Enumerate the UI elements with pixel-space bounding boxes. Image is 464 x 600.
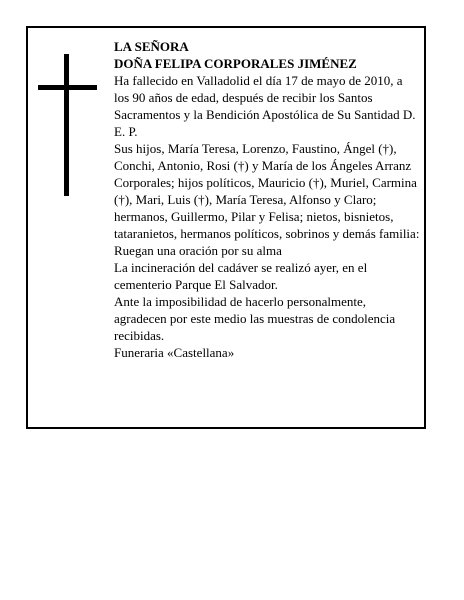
obituary-text-block: [114, 38, 420, 361]
family-list: Sus hijos, María Teresa, Lorenzo, Faustino, Ángel (†), Conchi, Antonio, Rosi (†) y María de los Ángeles Arranz Corporales; hijos políticos, Mauricio (†), Muriel, Carmina (†), Mari, Luis (†), María Teresa, Alfonso y Claro; hermanos, Guillermo, Pilar y Felisa; nietos, bisnietos, tataranietos, hermanos políticos, sobrinos y demás familia:: [114, 141, 420, 241]
thanks-note: Ante la imposibilidad de hacerlo personalmente, agradecen por este medio las muestras de condolencia recibidas.: [114, 294, 396, 343]
death-announcement: Ha fallecido en Valladolid el día 17 de mayo de 2010, a los 90 años de edad, después de recibir los Santos Sacramentos y la Bendición Apostólica de Su Santidad D. E. P.: [114, 73, 416, 139]
latin-cross-icon: [38, 54, 97, 196]
deceased-name: DOÑA FELIPA CORPORALES JIMÉNEZ: [114, 56, 357, 71]
notice-title: LA SEÑORA: [114, 39, 189, 54]
cross-vertical-bar: [64, 54, 69, 196]
funeral-home: Funeraria «Castellana»: [114, 345, 235, 360]
prayer-request: Ruegan una oración por su alma: [114, 243, 282, 258]
cremation-note: La incineración del cadáver se realizó ayer, en el cementerio Parque El Salvador.: [114, 260, 368, 292]
cross-horizontal-bar: [38, 85, 97, 90]
